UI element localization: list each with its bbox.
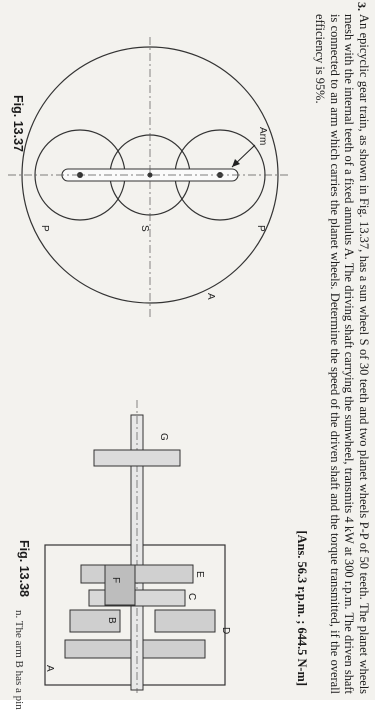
gear-block-d	[155, 610, 215, 632]
label-sun-s: S	[139, 225, 150, 232]
label-planet-bottom-p: P	[39, 225, 50, 232]
problem-statement: An epicyclic gear train, as shown in Fig. 13.37, has a sun wheel S of 30 teeth and two planet wheels P-P of 50 teeth. The planet wheels mesh with the internal teeth of a fixed annulus A. The driving shaft carrying the sunwheel, transmits 4 kW at 300 r.p.m. The driven shaft is connected to an arm which carries the planet wheels. Determine the speed of the driven shaft and the torque transmitted, if the overall efficiency is 95%.	[313, 14, 371, 694]
figure-13-37-caption: Fig. 13.37	[11, 95, 25, 152]
label-b: B	[106, 617, 117, 624]
figure-13-37	[5, 35, 290, 365]
label-f: F	[110, 577, 121, 584]
next-problem-snippet: n. The arm B has a pin	[13, 610, 25, 710]
label-g: G	[158, 433, 169, 441]
label-arm: Arm	[257, 127, 268, 146]
label-e: E	[194, 571, 205, 578]
problem-number: 3.	[355, 2, 369, 11]
figure-13-38-caption: Fig. 13.38	[17, 540, 31, 597]
label-a: A	[44, 665, 55, 672]
gear-block-f	[105, 565, 135, 605]
gear-block-c	[89, 590, 185, 606]
label-annulus-a: A	[205, 293, 216, 300]
label-d: D	[220, 627, 231, 635]
gear-block-g	[94, 450, 180, 466]
figure-13-38	[30, 395, 285, 695]
gear-block-e	[81, 565, 193, 583]
label-c: C	[186, 593, 197, 601]
label-planet-top-p: P	[255, 225, 266, 232]
answer-text: [Ans. 56.3 r.p.m. ; 644.5 N-m]	[295, 530, 309, 686]
